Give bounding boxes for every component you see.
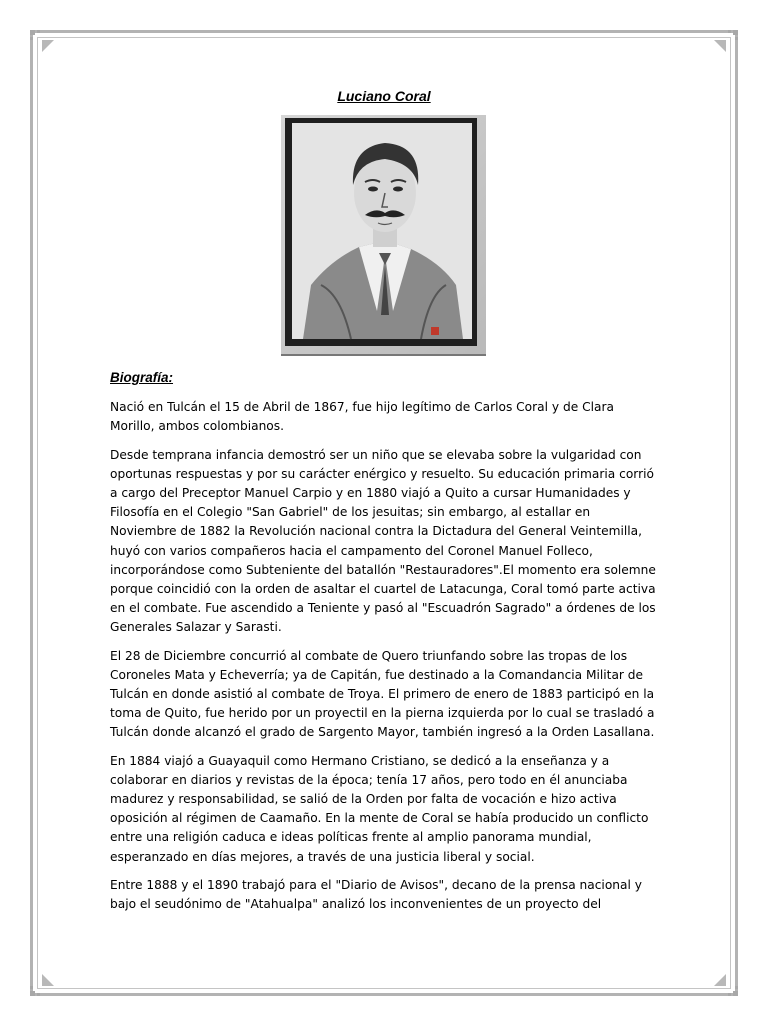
corner-ornament-top-right (710, 30, 738, 58)
corner-ornament-bottom-right (710, 968, 738, 996)
paragraph-4: En 1884 viajó a Guayaquil como Hermano Cristiano, se dedicó a la enseñanza y a colaborar en diarios y revistas de la época; tenía 17 años, pero todo en él anunciaba madurez y responsabilidad, se salió de la Orden por falta de vocación e hizo activa oposición al régimen de Caamaño. En la mente de Coral se había producido un conflicto entre una religión caduca e ideas políticas frente al amplio panorama mundial, esperanzado en días mejores, a través de una justicia liberal y social. (110, 753, 649, 864)
portrait-image (281, 115, 486, 356)
section-heading: Biografía: (110, 370, 174, 385)
paragraph-1: Nació en Tulcán el 15 de Abril de 1867, fue hijo legítimo de Carlos Coral y de Clara Morillo, ambos colombianos. (110, 400, 614, 434)
corner-ornament-bottom-left (30, 968, 58, 996)
paragraph-2: Desde temprana infancia demostró ser un niño que se elevaba sobre la vulgaridad con oportunas respuestas y por su carácter enérgico y resuelto. Su educación primaria corrió a cargo del Preceptor Manuel Carpio y en 1880 viajó a Quito a cursar Humanidades y Filosofía en el Colegio "San Gabriel" de los jesuitas; sin embargo, al estallar en Noviembre de 1882 la Revolución nacional contra la Dictadura del General Veintemilla, huyó con varios compañeros hacia el campamento del Coronel Manuel Folleco, incorporándose como Subteniente del batallón "Restauradores".El momento era solemne porque coincidió con la orden de asaltar el cuartel de Latacunga, Coral tomó parte activa en el combate. Fue ascendido a Teniente y pasó al "Escuadrón Sagrado" a órdenes de los Generales Salazar y Sarasti. (110, 447, 656, 635)
paragraph-5: Entre 1888 y el 1890 trabajó para el "Diario de Avisos", decano de la prensa nacional y bajo el seudónimo de "Atahualpa" analizó los inconvenientes de un proyecto del (110, 877, 642, 912)
document-title: Luciano Coral (337, 88, 431, 104)
document-body (110, 368, 658, 923)
paragraph-3: El 28 de Diciembre concurrió al combate de Quero triunfando sobre las tropas de los Coroneles Mata y Echeverría; ya de Capitán, fue destinado a la Comandancia Militar de Tulcán en donde asistió al combate de Troya. El primero de enero de 1883 participó en la toma de Quito, fue herido por un proyectil en la pierna izquierda por lo cual se trasladó a Tulcán donde alcanzó el grado de Sargento Mayor, también ingresó a la Orden Lasallana. (110, 648, 655, 740)
corner-ornament-top-left (30, 30, 58, 58)
